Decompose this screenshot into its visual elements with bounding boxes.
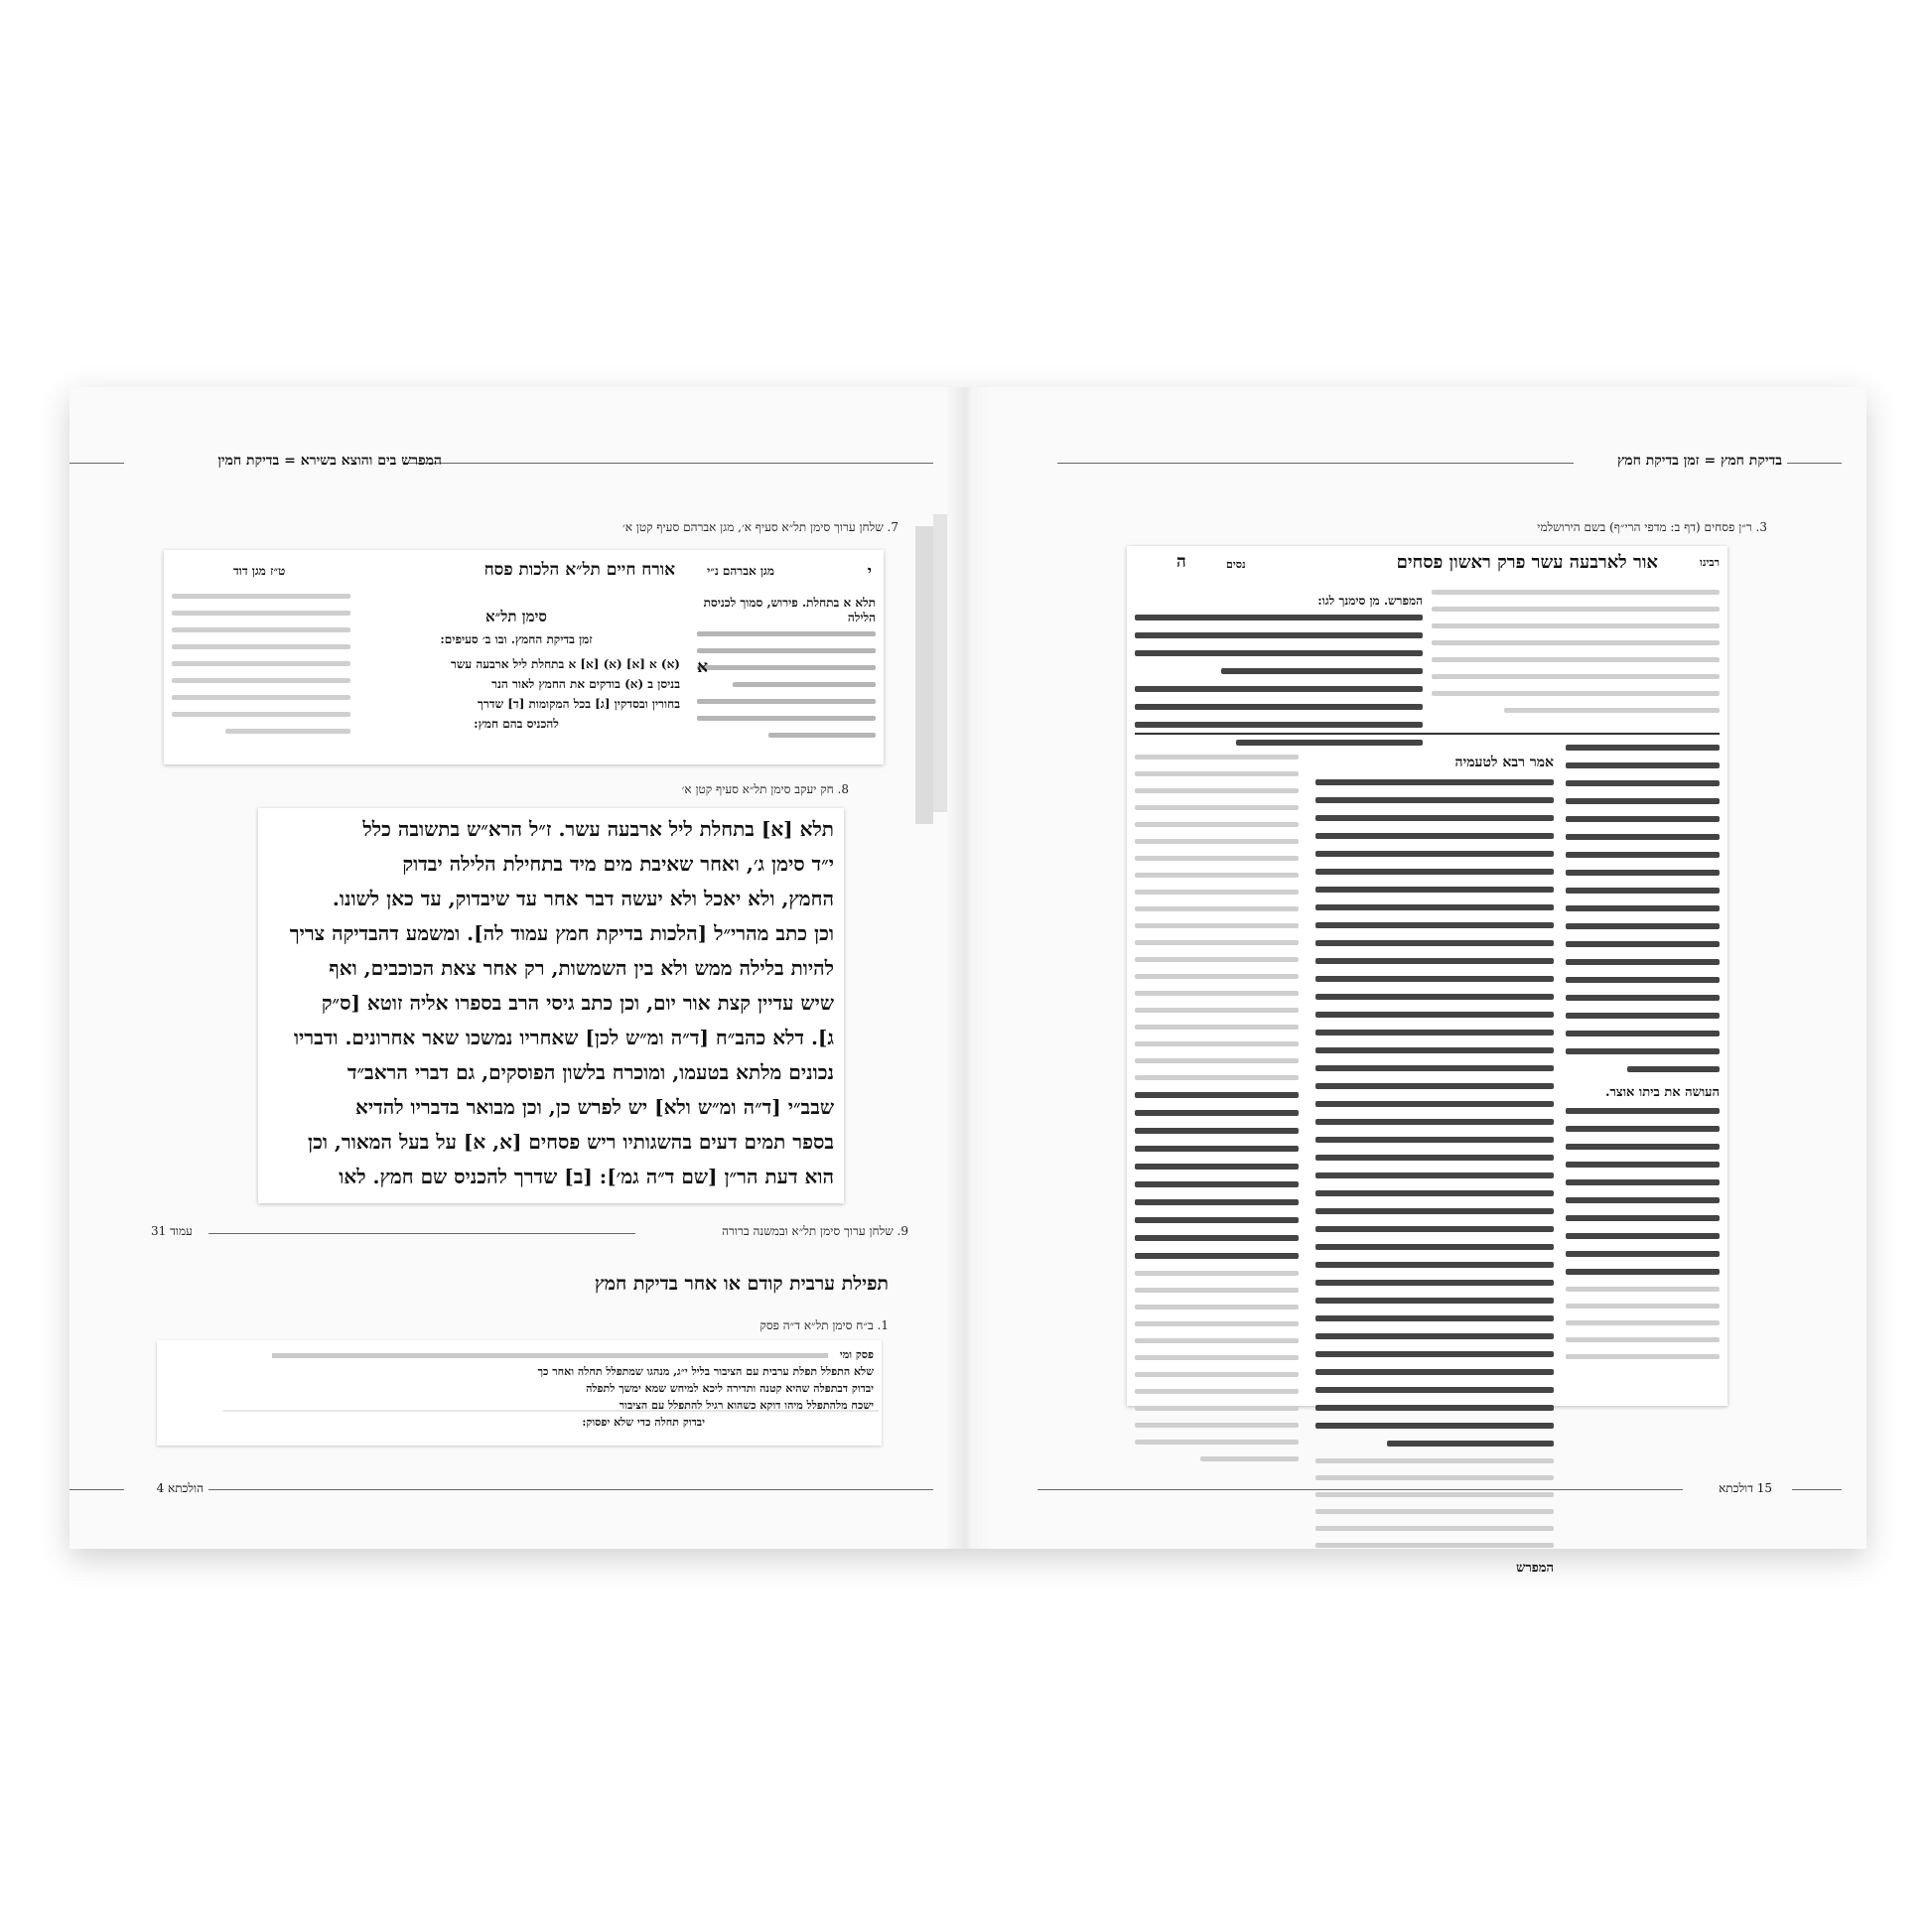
chok-yaakov-text (258, 808, 844, 1194)
text-filler (272, 1353, 828, 1358)
gemara-text (1315, 1458, 1554, 1548)
source-caption: 3. ר״ן פסחים (דף ב: מדפי הרי״ף) בשם הירושלמי (1537, 520, 1767, 534)
header-rule (407, 463, 933, 464)
bach-excerpt (157, 1340, 882, 1446)
page-edge-shadow (915, 526, 933, 824)
folio: הולכתא 4 (156, 1481, 204, 1495)
gemara-text (1315, 779, 1554, 1447)
commentary-text (697, 631, 876, 738)
seif-line: (א) א [א] (א) [א] א בתחלת ליל ארבעה עשר (450, 657, 680, 671)
right-page (968, 387, 1866, 1576)
magen-avraham-column (697, 596, 876, 750)
header-rule (1057, 463, 1574, 464)
commentary-text (1135, 1271, 1299, 1461)
siman-title: סימן תל״א (485, 608, 547, 625)
page-reference: עמוד 31 (151, 1224, 193, 1238)
text-line: תלא [א] בתחלת ליל ארבעה עשר. ז״ל הרא״ש בתשובה כלל (362, 817, 834, 841)
page-title: אור לארבעה עשר פרק ראשון פסחים (1396, 552, 1658, 573)
header-rule (1787, 463, 1842, 464)
gemara-heading: העושה את ביתו אוצר. (1604, 1085, 1720, 1100)
book-spread (69, 387, 1866, 1576)
card-shadow (223, 1410, 879, 1412)
text-line: יבדוק דבתפלה שהיא קטנה ותדירה ליכא למיחש שמא ימשך לתפלה (586, 1382, 874, 1395)
taz-column (172, 594, 350, 746)
text-line: נכונים מלתא בטעמו, ומוכרח בלשון הפוסקים, גם דברי הראב״ד (346, 1060, 834, 1084)
commentary-text (172, 594, 350, 734)
seif-line: בניסן ב (א) בודקים את החמץ לאור הנר (491, 677, 680, 691)
footer-rule (1037, 1489, 1683, 1490)
source-caption: 8. חק יעקב סימן תל״א סעיף קטן א׳ (681, 782, 849, 796)
talmud-page-excerpt (1127, 546, 1727, 1576)
commentary-heading: המפרש. מן סימנך לגו: (1317, 594, 1423, 608)
text-line: החמץ, ולא יאכל ולא יעשה דבר אחר עד שיבדוק, עד כאן לשונו. (332, 887, 834, 910)
magen-avraham-label: מגן אברהם נ״י (707, 564, 774, 578)
commentary-text (1566, 745, 1720, 1072)
text-line: שיש עדיין קצת אור יום, וכן כתב גיסי הרב בספרו אליה זוטא [ס״ק (321, 991, 834, 1015)
text-line: שלא התפלל תפלת ערבית עם הציבור בליל י״ג, מנהגו שמתפלל תחלה ואחר כך (537, 1365, 874, 1378)
shulchan-aruch-main (352, 608, 708, 732)
commentary-text (1566, 1287, 1720, 1359)
tosafot-column (1135, 755, 1299, 1473)
seif-line: בחורין ובסדקין [ג] בכל המקומות [ד] שדרך (478, 697, 680, 711)
taz-label: ט״ז מגן דוד (233, 564, 286, 578)
page-title: אורח חיים תל״א הלכות פסח (483, 560, 675, 580)
book-gutter (945, 387, 991, 1549)
source-caption: 9. שלחן ערוך סימן תל״א ובמשנה ברורה (722, 1224, 908, 1238)
left-page (69, 387, 968, 1549)
bach-lead: פסק ומי (839, 1348, 874, 1361)
caption-rule (208, 1233, 635, 1234)
text-line: וכן כתב מהרי״ל [הלכות בדיקת חמץ עמוד לה]. ומשמע דהבדיקה צריך (289, 921, 834, 945)
text-line: הוא דעת הר״ן [שם ד״ה גמ׳]: [ב] שדרך להכניס שם חמץ. לאו (339, 1165, 834, 1188)
gemara-column (1315, 755, 1554, 1576)
commentary-lead: תלא א בתחלת. פירוש, סמוך לכניסת הלילה (703, 596, 876, 624)
footer-rule (69, 1489, 124, 1490)
commentator-label: רבינו (1700, 556, 1720, 569)
shulchan-aruch-excerpt (164, 550, 884, 764)
header-rule (69, 463, 124, 464)
siman-subtitle: זמן בדיקת החמץ. ובו ב׳ סעיפים: (440, 632, 593, 646)
folio-letter: ה (1176, 552, 1186, 572)
chok-yaakov-excerpt (258, 808, 844, 1203)
footer-rule (208, 1489, 933, 1490)
text-line: ג]. דלא כהב״ח [ד״ה ומ״ש לכן] שאחריו נמשכו שאר אחרונים. ודבריו (293, 1026, 834, 1049)
commentary-text (1135, 755, 1299, 1080)
text-line: יבדוק תחלה כדי שלא יפסוק: (582, 1416, 705, 1429)
footer-rule (1792, 1489, 1842, 1490)
commentary-text (1135, 615, 1423, 746)
block-divider (1135, 733, 1720, 735)
source-caption: 7. שלחן ערוך סימן תל״א סעיף א׳, מגן אברהם סעיף קטן א׳ (621, 520, 898, 534)
folio-letter: י (867, 562, 872, 581)
gemara-heading: המפרש (1516, 1561, 1554, 1576)
commentary-text (1432, 590, 1720, 713)
text-line: בספר תמים דעים בהשגותיו ריש פסחים [א, א] על בעל המאור, וכן (307, 1130, 834, 1154)
rabbeinu-nissim-top (1432, 590, 1720, 725)
commentary-text (1135, 1092, 1299, 1259)
folio: 15 דולכתא (1719, 1481, 1772, 1495)
running-header: המפרש בים והוצא בשירא = בדיקת חמין (217, 453, 442, 469)
commentary-text (1566, 1108, 1720, 1275)
text-line: ישכח מלהתפלל מיהו דוקא כשהוא רגיל להתפלל עם הציבור (619, 1399, 874, 1412)
seif-line: להכניס בהם חמץ: (474, 717, 559, 731)
rashi-column (1566, 745, 1720, 1371)
text-line: י״ד סימן ג׳, ואחר שאיבת מים מיד בתחילת הלילה יבדוק (402, 852, 834, 876)
text-line: שבב״י [ד״ה ומ״ש ולא] יש לפרש כן, וכן מבואר בדבריו להדיא (355, 1095, 834, 1119)
section-title: תפילת ערבית קודם או אחר בדיקת חמץ (594, 1273, 889, 1295)
bach-text (157, 1340, 882, 1437)
text-line: להיות בלילה ממש ולא בין השמשות, רק אחר צאת הכוכבים, ואף (329, 956, 834, 980)
gemara-heading: אמר רבא לטעמיה (1454, 755, 1554, 770)
commentator-label: נסים (1226, 558, 1246, 571)
seif-letter: א (697, 657, 708, 677)
source-caption: 1. ב״ח סימן תל״א ד״ה פסק (759, 1318, 889, 1332)
running-header: בדיקת חמץ = זמן בדיקת חמץ (1617, 453, 1782, 469)
